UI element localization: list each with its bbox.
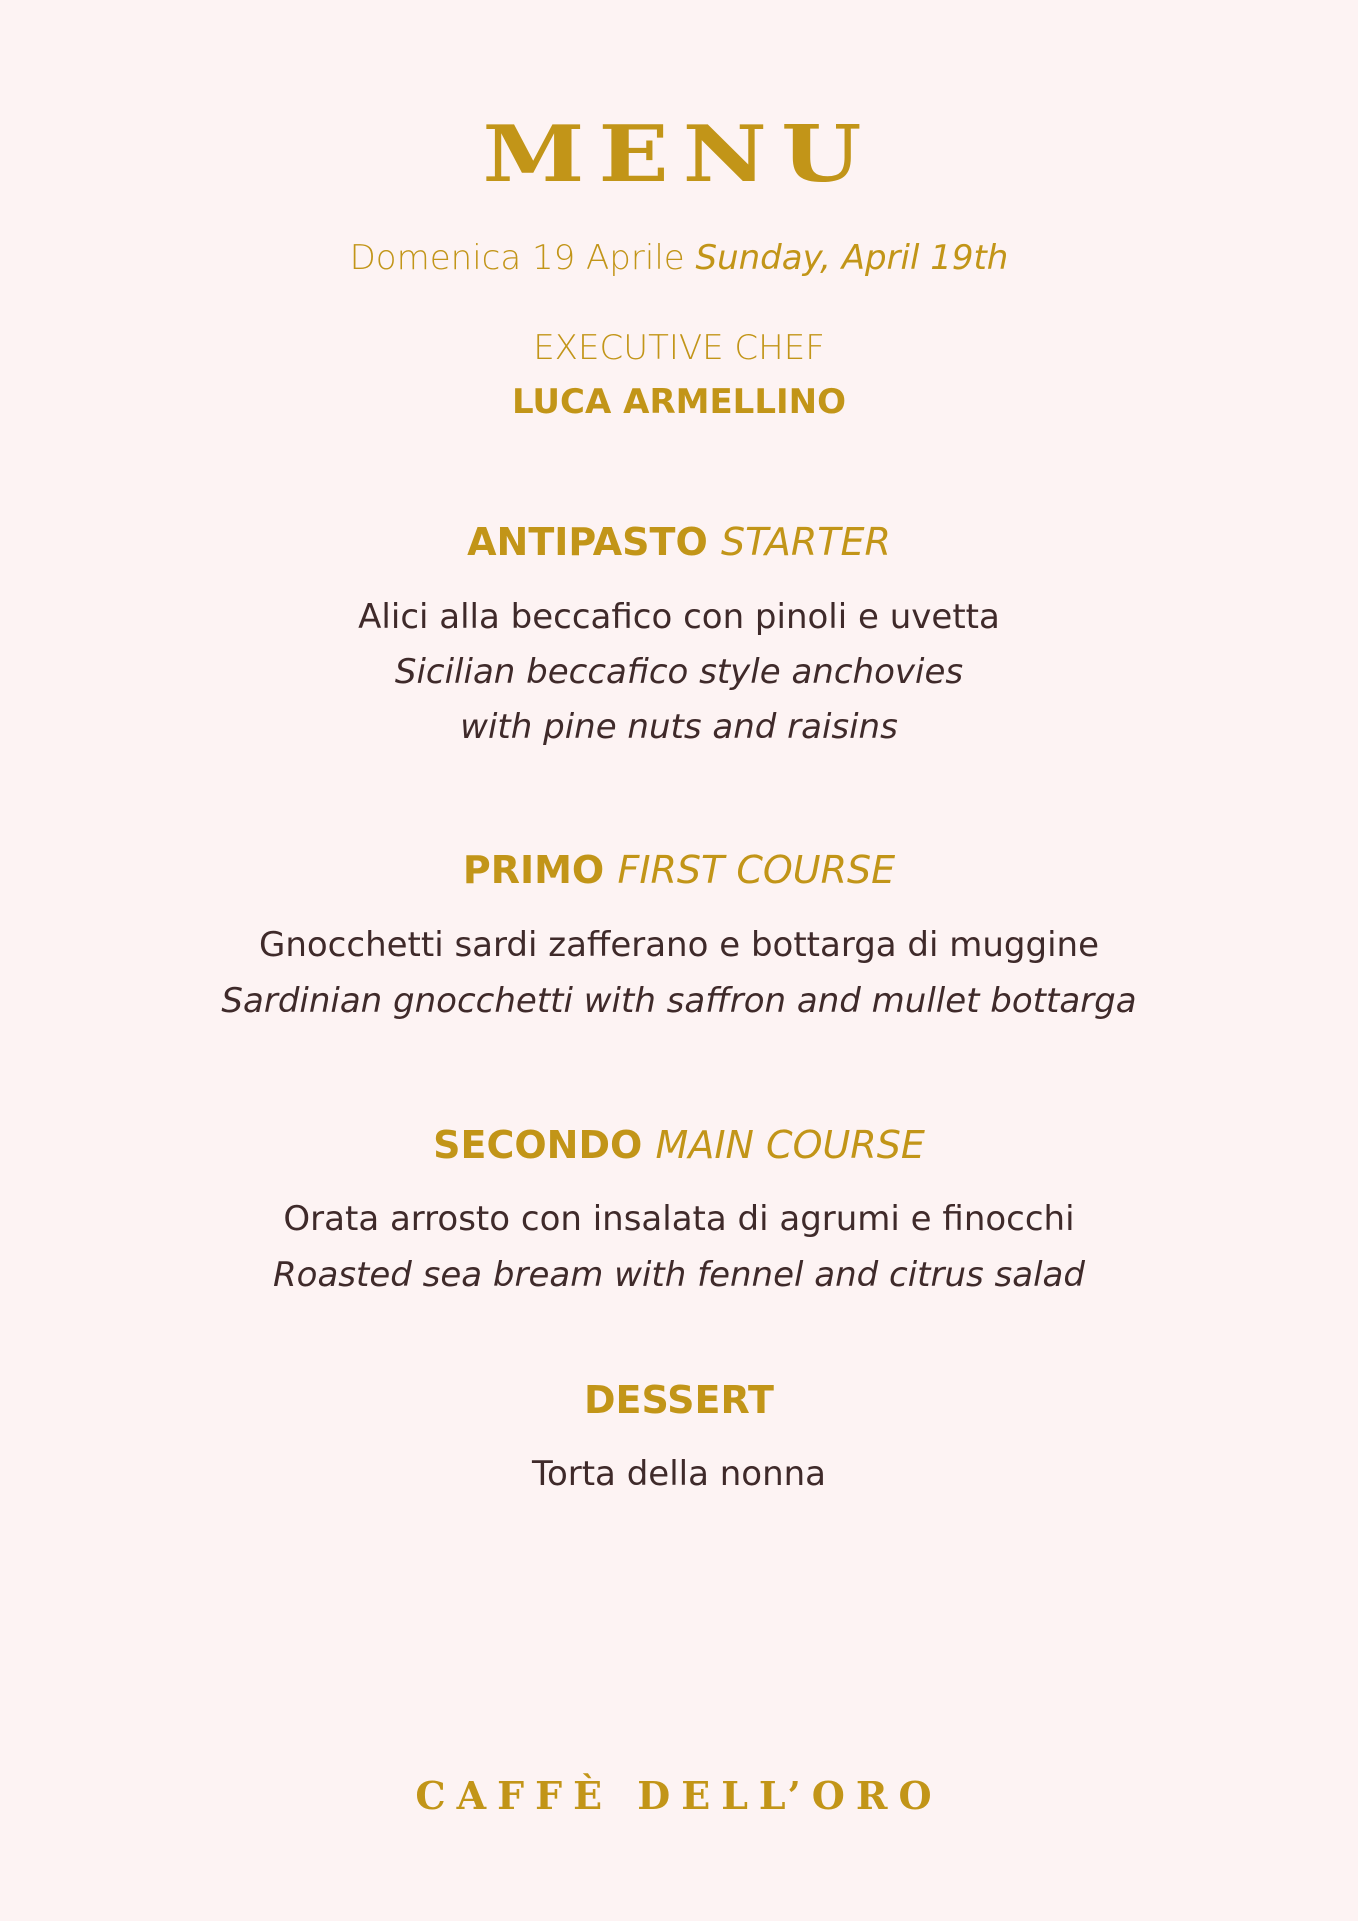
date-english: Sunday, April 19th: [695, 238, 1009, 278]
course-title-dessert: [0, 1376, 1358, 1424]
course-name-italian: DESSERT: [584, 1378, 774, 1422]
dish-italian: Orata arrosto con insalata di agrumi e finocchi: [283, 1199, 1075, 1239]
date-italian: Domenica 19 Aprile: [349, 238, 685, 278]
course-name-italian: ANTIPASTO: [467, 520, 708, 564]
course-name-italian: SECONDO: [433, 1123, 643, 1167]
course-title-starter: [0, 518, 1358, 566]
course-name-italian: PRIMO: [462, 848, 605, 892]
course-name-english: FIRST COURSE: [617, 848, 896, 892]
dish-italian: Torta della nonna: [531, 1454, 827, 1494]
course-name-english: MAIN COURSE: [655, 1123, 925, 1167]
dish-italian: Alici alla beccafico con pinoli e uvetta: [358, 597, 1000, 637]
footer-logo: CAFFÈ DELL’ORO: [415, 1773, 943, 1818]
course-name-english: STARTER: [721, 520, 891, 564]
dish-italian: Gnocchetti sardi zafferano e bottarga di muggine: [258, 925, 1100, 965]
menu-date: [0, 236, 1358, 280]
dish-english: Sicilian beccafico style anchovies: [394, 652, 964, 692]
chef-name: LUCA ARMELLINO: [511, 382, 847, 422]
dish-english: Roasted sea bream with fennel and citrus salad: [273, 1255, 1085, 1295]
course-title-main: [0, 1121, 1358, 1169]
chef-label: EXECUTIVE CHEF: [533, 328, 825, 368]
dish-english: Sardinian gnocchetti with saffron and mullet bottarga: [221, 981, 1137, 1021]
course-title-first: [0, 846, 1358, 894]
menu-title: MENU: [482, 109, 876, 200]
dish-english: with pine nuts and raisins: [460, 707, 898, 747]
